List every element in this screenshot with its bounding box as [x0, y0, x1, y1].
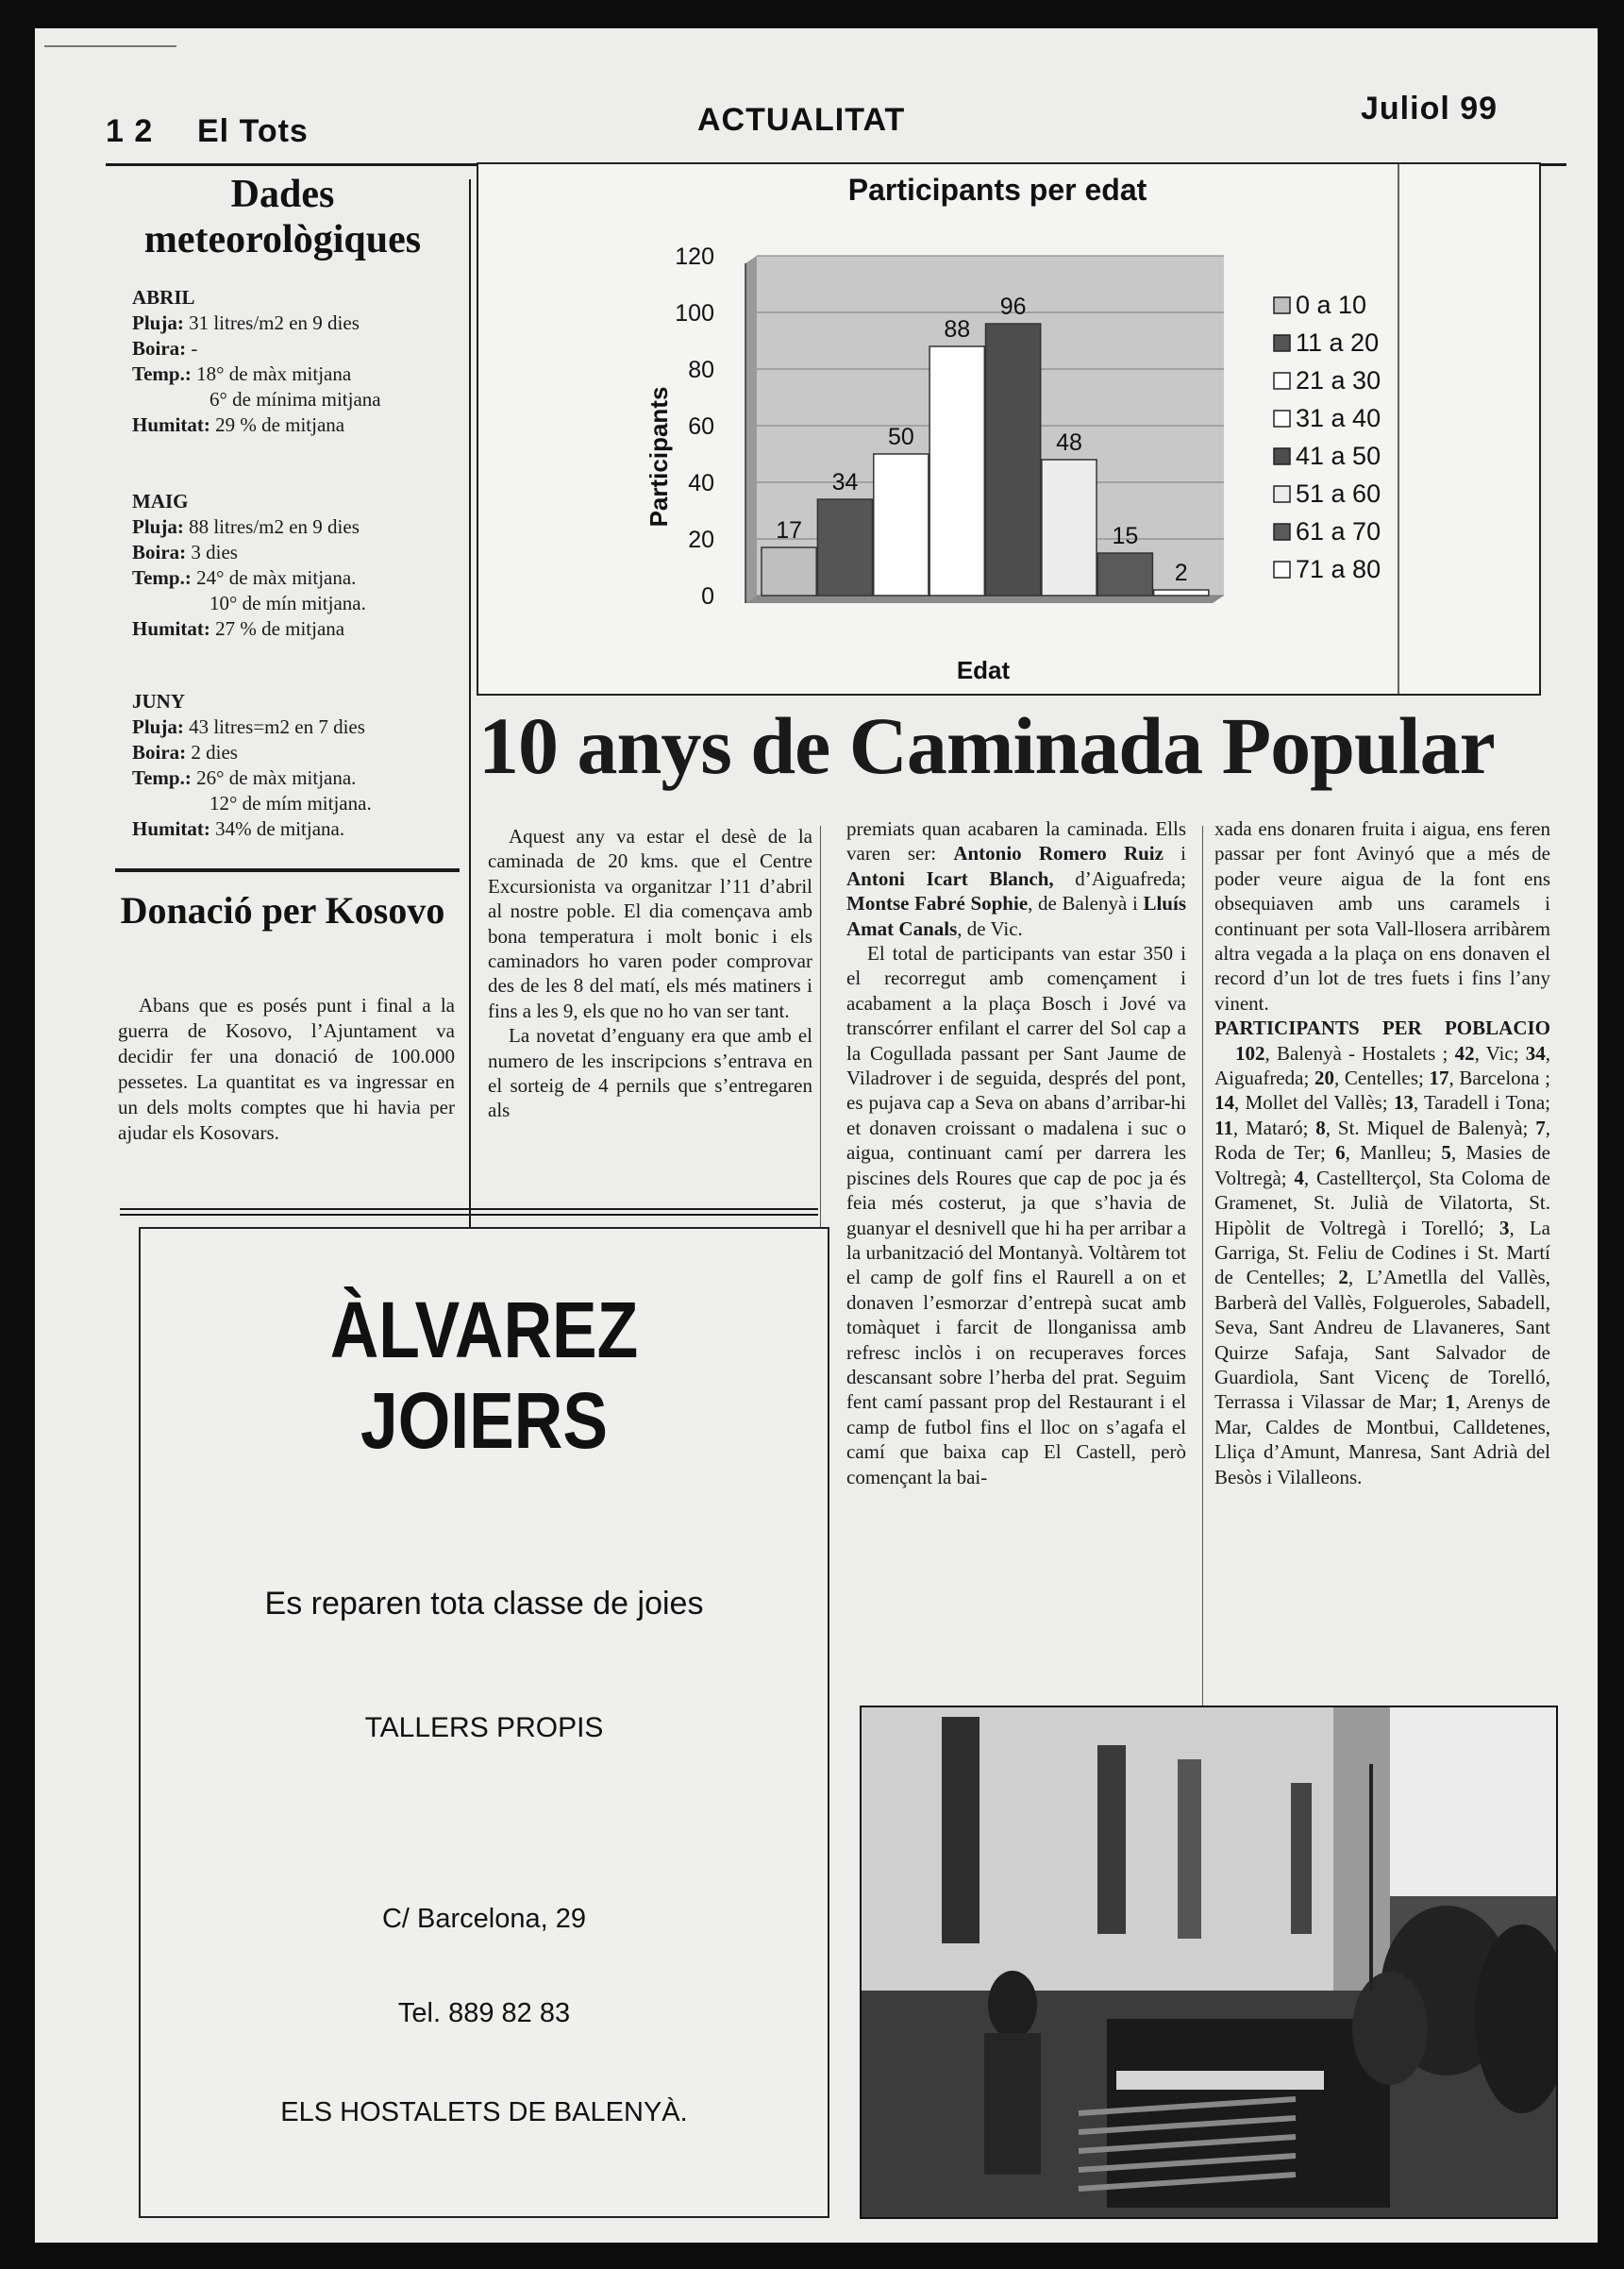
chart-xlabel: Edat [956, 656, 1011, 684]
legend-label: 71 a 80 [1296, 555, 1381, 583]
legend-label: 51 a 60 [1296, 479, 1381, 508]
donation-title: Donació per Kosovo [120, 889, 445, 932]
y-tick-label: 120 [675, 244, 714, 270]
legend-swatch [1274, 448, 1290, 464]
column-divider [1202, 826, 1203, 1723]
y-tick-label: 20 [688, 527, 714, 553]
article-paragraph: xada ens donaren fruita i aigua, ens feren passar per font Avinyó que a més de poder veure aigua de la font ens obsequiaven amb uns caramels i continuant per sota Vall-llosera arribàrem altra vegada a la plaça on ens donaven el record d’un lot de tres fuets i fins l’any vinent. [1214, 817, 1550, 1015]
bar-value-label: 2 [1174, 560, 1188, 586]
article-headline: 10 anys de Caminada Popular [478, 700, 1495, 791]
bar-value-label: 17 [776, 517, 802, 544]
bar [986, 324, 1041, 596]
bar-value-label: 34 [831, 469, 859, 496]
bar [762, 547, 816, 596]
weather-title: Dades meteorològiques [143, 173, 422, 261]
participants-list: 102, Balenyà - Hostalets ; 42, Vic; 34, Aiguafreda; 20, Centelles; 17, Barcelona ; 14, Mollet del Vallès; 13, Taradell i Tona; 11, Mataró; 8, St. Miquel de Balenyà; 7, Roda de Ter; 6, Manlleu; 5, Masies de Voltregà; 4, Castellterçol, Sta Coloma de Gramenet, St. Julià de Vilatorta, St. Hipòlit de Voltregà i Torelló; 3, La Garriga, St. Feliu de Codines i St. Martí de Centelles; 2, L’Ametlla del Vallès, Barberà del Vallès, Folgueroles, Sabadell, Seva, Sant Andreu de Llavaneres, Sant Quirze Safaja, Sant Salvador de Guardiola, Sant Vicenç de Torelló, Terrassa i Vilassar de Mar; 1, Arenys de Mar, Caldes de Montbui, Calldetenes, Lliça d’Amunt, Manresa, Sant Adrià del Besòs i Vilalleons. [1214, 1041, 1551, 1488]
legend-label: 0 a 10 [1296, 291, 1367, 319]
issue-date: Juliol 99 [1361, 91, 1498, 126]
donation-body: Abans que es posés punt i final a la guerra de Kosovo, l’Ajuntament va decidir fer una donació de 100.000 pessetes. La quantitat es va ingressar en un dels molts comptes que hi havia per ajudar els Kosovars. [118, 994, 455, 1144]
ad-address: C/ Barcelona, 29 [381, 1904, 586, 1934]
ad-workshops: TALLERS PROPIS [364, 1712, 604, 1743]
ad-town: ELS HOSTALETS DE BALENYÀ. [280, 2097, 688, 2127]
month-name: MAIG [132, 490, 189, 513]
age-chart [477, 162, 1541, 696]
bar [929, 346, 984, 596]
newspaper-page [35, 28, 1598, 2243]
ad-tagline: Es reparen tota classe de joies [264, 1586, 704, 1622]
sidebar-rule [115, 868, 460, 872]
bar [1154, 590, 1209, 596]
bar [874, 454, 929, 596]
legend-swatch [1274, 562, 1290, 578]
bar-value-label: 96 [999, 294, 1027, 320]
legend-swatch [1274, 486, 1290, 502]
y-tick-label: 60 [688, 413, 714, 440]
y-tick-label: 40 [688, 470, 714, 496]
ad-brand-line2: JOIERS [360, 1376, 608, 1465]
bar-value-label: 50 [887, 424, 914, 450]
legend-swatch [1274, 335, 1290, 351]
caminada-photo [860, 1706, 1558, 2219]
article-column-3 [1214, 816, 1550, 1489]
chart-ylabel: Participants [645, 386, 673, 528]
participants-subhead: PARTICIPANTS PER POBLACIO [1214, 1017, 1550, 1040]
legend-label: 41 a 50 [1296, 442, 1381, 470]
month-name: ABRIL [132, 286, 195, 309]
ad-rule [120, 1214, 818, 1216]
article-paragraph: premiats quan acabaren la caminada. Ells varen ser: Antonio Romero Ruiz i Antoni Icart Blanch, d’Aiguafreda; Montse Fabré Sophie, de Balenyà i Lluís Amat Canals, de Vic. [846, 817, 1186, 940]
publication-name: El Tots [197, 113, 309, 149]
sidebar-divider [469, 179, 471, 1227]
plot-wall [745, 256, 757, 603]
legend-label: 61 a 70 [1296, 517, 1381, 546]
legend-swatch [1274, 524, 1290, 540]
page-number: 1 2 [106, 113, 154, 149]
chart-svg [478, 164, 1539, 694]
jeweller-advertisement [139, 1227, 829, 2218]
article-paragraph: Aquest any va estar el desè de la caminada de 20 kms. que el Centre Excursionista va organitzar l’11 d’abril al nostre poble. El dia començava amb bona temperatura i molt bonic i els caminadors ho varen poder comprovar des de les 8 del matí, els més matiners i fins a les 9, els que no ho van ser tant. [488, 825, 812, 1022]
bar [1097, 553, 1152, 596]
bar-value-label: 88 [944, 316, 971, 343]
chart-title: Participants per edat [847, 173, 1147, 207]
bar-value-label: 48 [1056, 429, 1082, 456]
weather-month-may: MAIG Pluja: 88 litres/m2 en 9 dies Boira: 3 dies Temp.: 24° de màx mitjana. 10° de mín mitjana. Humitat: 27 % de mitjana [132, 490, 366, 640]
legend-label: 11 a 20 [1296, 328, 1380, 357]
article-paragraph: El total de participants van estar 350 i el recorregut amb començament i acabament a la plaça Bosch i Jové va transcórrer enfilant el carrer del Sol cap a la Cogullada passant per Sant Jaume de Viladrover i de seguida, després del pont, es pujava cap a Seva on abans d’arribar-hi et donaven croissant o madalena i suc o aigua, continuant camí per darrera les piscines dels Roures que cap de poc ja és feia més costerut, ja que s’havia de guanyar el desnivell que hi ha per arribar a la urbanització del Montanyà. Voltàrem tot el camp de golf fins el Raurell a on et donaven l’esmorzar d’entrepà sucat amb tomàquet i farcit de llonganissa amb refresc inclòs i on recuperaves forces descansant sobre l’herba del prat. Seguim fent camí passant prop del Restaurant i el camp de futbol fins el lloc on s’agafa el camí que baixa cap El Castell, però començant la bai- [846, 942, 1186, 1488]
bar-value-label: 15 [1112, 523, 1139, 549]
ad-brand-line1: ÀLVAREZ [329, 1286, 639, 1374]
legend-swatch [1274, 373, 1290, 389]
legend-swatch [1274, 411, 1290, 427]
article-paragraph: La novetat d’enguany era que amb el numero de les inscripcions s’entrava en el sorteig de 4 pernils que s’entregaren als [488, 1024, 812, 1122]
bar [1042, 460, 1097, 596]
bar [817, 499, 872, 596]
ad-phone: Tel. 889 82 83 [397, 1998, 571, 2028]
y-tick-label: 100 [675, 300, 714, 327]
month-name: JUNY [132, 690, 185, 713]
y-tick-label: 0 [701, 583, 714, 610]
weather-month-june: JUNY Pluja: 43 litres=m2 en 7 dies Boira: 2 dies Temp.: 26° de màx mitjana. 12° de mím mitjana. Humitat: 34% de mitjana. [132, 690, 372, 840]
y-tick-label: 80 [688, 357, 714, 383]
weather-month-april: ABRIL Pluja: 31 litres/m2 en 9 dies Boira: - Temp.: 18° de màx mitjana 6° de mínima mitjana Humitat: 29 % de mitjana [132, 286, 381, 436]
plot-floor [745, 596, 1224, 603]
top-mark [44, 45, 176, 47]
section-title: ACTUALITAT [697, 102, 906, 138]
legend-label: 21 a 30 [1296, 366, 1381, 395]
article-column-2 [846, 816, 1186, 1489]
legend-swatch [1274, 297, 1290, 313]
article-column-1 [488, 824, 812, 1123]
legend-label: 31 a 40 [1296, 404, 1381, 432]
ad-rule [120, 1208, 818, 1210]
